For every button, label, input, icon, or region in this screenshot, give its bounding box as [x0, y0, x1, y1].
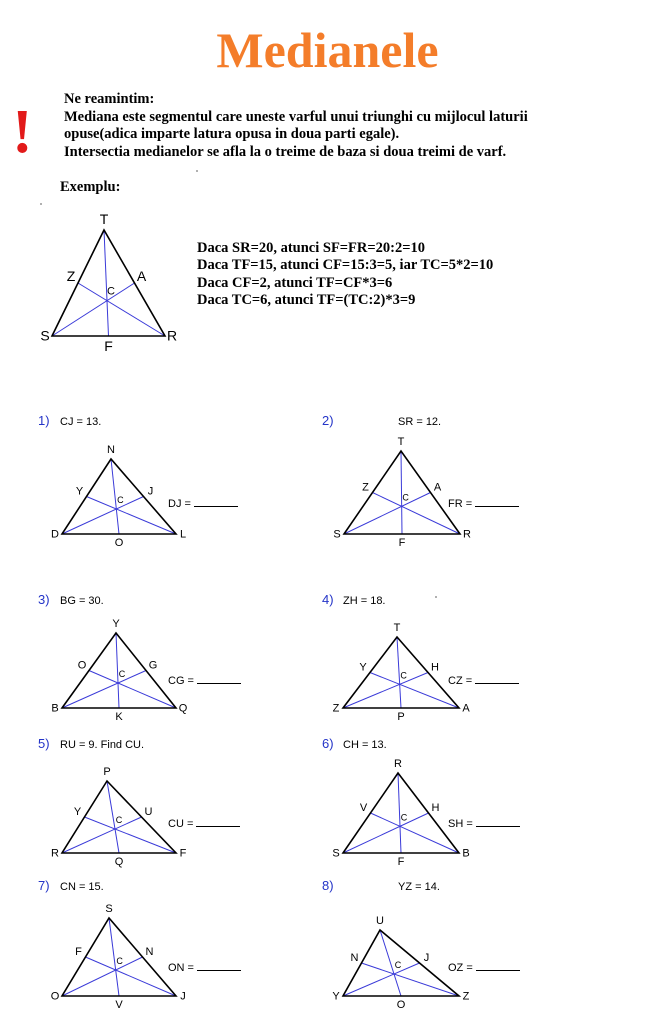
midpoint-label-right: A [136, 268, 147, 284]
example-line: Daca CF=2, atunci TF=CF*3=6 [197, 274, 393, 291]
midpoint-label-bottom: V [115, 999, 123, 1011]
vertex-label-left: S [333, 528, 341, 541]
centroid-label: C [107, 285, 115, 298]
midpoint-label-bottom: O [396, 999, 406, 1011]
vertex-label-right: B [462, 847, 470, 860]
midpoint-label-left: N [350, 952, 359, 964]
vertex-label-right: J [180, 990, 186, 1003]
vertex-label-right: A [462, 702, 470, 715]
vertex-label-top: R [394, 758, 402, 770]
exclamation-icon: ! [12, 98, 33, 166]
midpoint-label-left: Z [362, 481, 369, 494]
problem-given: YZ = 14. [398, 881, 440, 893]
vertex-label-left: B [51, 702, 59, 715]
midpoint-label-right: U [144, 806, 153, 818]
midpoint-label-right: J [147, 485, 154, 498]
vertex-label-left: Y [332, 990, 340, 1003]
problem-given: CJ = 13. [60, 416, 102, 428]
answer-field[interactable] [168, 960, 241, 974]
vertex-label-left: S [40, 327, 50, 344]
answer-blank[interactable] [476, 960, 520, 971]
answer-blank[interactable] [197, 960, 241, 971]
problem-given: RU = 9. Find CU. [60, 739, 145, 751]
answer-blank[interactable] [196, 816, 240, 827]
problem-number: 7) [38, 878, 50, 893]
vertex-label-left: O [50, 990, 60, 1003]
centroid-label: C [116, 956, 123, 966]
median-line [104, 230, 109, 336]
centroid-label: C [117, 495, 124, 505]
reminder-heading: Ne reamintim: [64, 91, 155, 107]
midpoint-label-bottom: O [114, 537, 124, 549]
midpoint-label-right: N [145, 946, 154, 958]
example-label: Exemplu: [60, 179, 121, 195]
answer-label: OZ = [448, 962, 473, 974]
example-line: Daca TF=15, atunci CF=15:3=5, iar TC=5*2=10 [197, 257, 494, 274]
reminder-line: Mediana este segmentul care uneste varful unui triunghi cu mijlocul laturii [64, 108, 528, 125]
midpoint-label-right: A [433, 481, 442, 494]
centroid-label: C [400, 670, 407, 681]
vertex-label-right: R [166, 327, 178, 344]
vertex-label-left: R [51, 847, 59, 860]
vertex-label-right: L [179, 528, 187, 541]
median-line [344, 493, 431, 535]
vertex-label-top: N [107, 444, 115, 456]
problem-number: 2) [322, 413, 334, 428]
centroid-label: C [402, 492, 409, 503]
midpoint-label-right: H [431, 802, 440, 814]
stray-dot [196, 170, 198, 172]
centroid-label: C [400, 812, 408, 823]
answer-blank[interactable] [475, 673, 519, 684]
centroid-label: C [394, 960, 402, 970]
vertex-label-right: Q [178, 702, 188, 715]
problem-number: 8) [322, 878, 334, 893]
problem-number: 6) [322, 736, 334, 751]
answer-field[interactable] [168, 816, 240, 830]
vertex-label-top: U [376, 915, 384, 927]
reminder-line: Intersectia medianelor se afla la o treime de baza si doua treimi de varf. [64, 143, 507, 160]
midpoint-label-left: O [77, 659, 87, 672]
answer-label: SH = [448, 818, 473, 830]
midpoint-label-right: G [148, 659, 158, 672]
centroid-label: C [115, 815, 123, 825]
problem-number: 4) [322, 592, 334, 607]
midpoint-label-left: F [75, 946, 82, 958]
example-line: Daca SR=20, atunci SF=FR=20:2=10 [197, 240, 425, 256]
vertex-label-right: R [463, 528, 471, 541]
vertex-label-left: S [332, 847, 340, 860]
midpoint-label-right: J [423, 952, 430, 964]
median-line [362, 963, 460, 996]
midpoint-label-left: V [359, 802, 368, 814]
vertex-label-top: T [393, 622, 401, 634]
stray-dot [435, 596, 437, 598]
midpoint-label-left: Y [359, 661, 367, 674]
midpoint-label-left: Y [75, 485, 84, 498]
problem-number: 5) [38, 736, 50, 751]
answer-field[interactable] [448, 496, 519, 510]
reminder-line: opuse(adica imparte latura opusa in doua parti egale). [64, 126, 400, 142]
answer-field[interactable] [168, 673, 241, 687]
vertex-label-right: F [179, 847, 187, 860]
midpoint-label-bottom: F [398, 537, 406, 549]
median-line [343, 963, 420, 996]
answer-field[interactable] [168, 496, 238, 510]
answer-blank[interactable] [197, 673, 241, 684]
midpoint-label-bottom: F [397, 856, 405, 868]
vertex-label-left: D [51, 528, 59, 541]
midpoint-label-bottom: Q [114, 856, 124, 868]
answer-field[interactable] [448, 816, 520, 830]
answer-label: FR = [448, 498, 473, 510]
problem-number: 3) [38, 592, 50, 607]
problem-given: CN = 15. [60, 881, 104, 893]
midpoint-label-bottom: F [104, 338, 113, 354]
vertex-label-top: T [99, 211, 109, 227]
answer-blank[interactable] [476, 816, 520, 827]
page-title: Medianele [216, 22, 439, 78]
midpoint-label-left: Y [73, 806, 82, 818]
vertex-label-top: P [103, 766, 111, 778]
midpoint-label-left: Z [66, 268, 76, 284]
vertex-label-top: Y [112, 618, 120, 630]
vertex-label-top: S [105, 903, 113, 915]
vertex-label-left: Z [332, 702, 340, 715]
answer-field[interactable] [448, 960, 520, 974]
problem-given: ZH = 18. [343, 595, 386, 607]
answer-field[interactable] [448, 673, 519, 687]
example-line: Daca TC=6, atunci TF=(TC:2)*3=9 [197, 291, 416, 308]
problem-given: SR = 12. [398, 416, 442, 428]
answer-blank[interactable] [475, 496, 519, 507]
answer-blank[interactable] [194, 496, 238, 507]
midpoint-label-right: H [431, 661, 439, 674]
problem-given: BG = 30. [60, 595, 104, 607]
answer-label: CG = [168, 675, 194, 687]
problem-number: 1) [38, 413, 50, 428]
centroid-label: C [118, 669, 126, 679]
answer-label: ON = [168, 962, 194, 974]
midpoint-label-bottom: P [397, 711, 405, 723]
vertex-label-right: Z [462, 990, 470, 1003]
median-line [373, 493, 461, 535]
problem-given: CH = 13. [343, 739, 387, 751]
answer-label: CU = [168, 818, 194, 830]
midpoint-label-bottom: K [115, 711, 123, 723]
answer-label: CZ = [448, 675, 473, 687]
vertex-label-top: T [397, 436, 405, 448]
answer-label: DJ = [168, 498, 191, 510]
